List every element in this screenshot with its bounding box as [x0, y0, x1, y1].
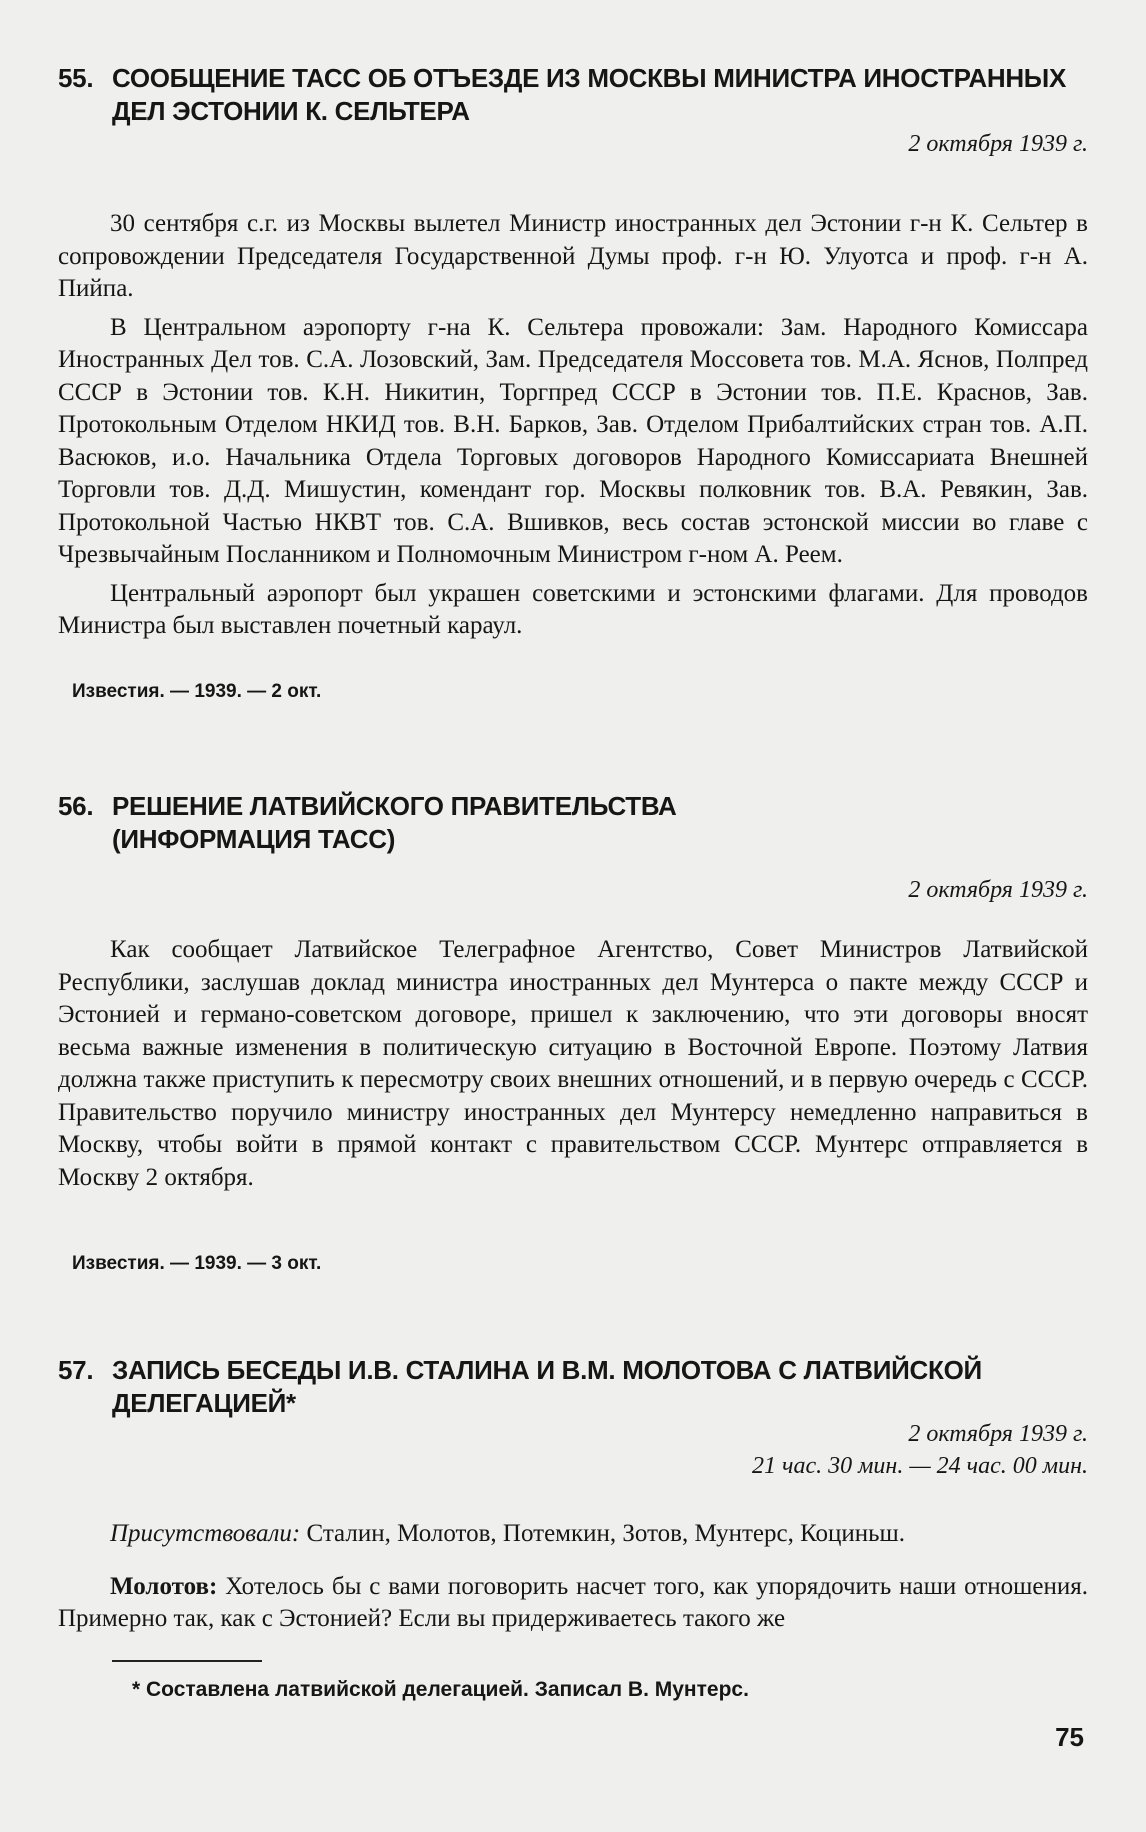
doc55-paragraph-1: 30 сентября с.г. из Москвы вылетел Министр иностранных дел Эстонии г-н К. Сельтер в сопровождении Председателя Государственной Думы проф. г-н Ю. Улуотса и проф. г-н А. Пийпа.: [58, 210, 1088, 302]
doc57-heading: [58, 1354, 1088, 1482]
doc55-source: Известия. — 1939. — 2 окт.: [72, 681, 322, 702]
doc56-heading: [58, 790, 1088, 906]
doc56-paragraph-1: Как сообщает Латвийское Телеграфное Агентство, Совет Министров Латвийской Республики, заслушав доклад министра иностранных дел Мунтерса о пакте между СССР и Эстонией и германо-советском договоре, пришел к заключению, что эти договоры вносят весьма важные изменения в политическую ситуацию в Восточной Европе. Поэтому Латвия должна также приступить к пересмотру своих внешних отношений, и в первую очередь с СССР. Правительство поручило министру иностранных дел Мунтерсу немедленно направиться в Москву, чтобы войти в прямой контакт с правительством СССР. Мунтерс отправляется в Москву 2 октября.: [58, 936, 1088, 1191]
footnote-divider: [112, 1660, 262, 1662]
speech-text: Хотелось бы с вами поговорить насчет того, как упорядочить наши отношения. Примерно так, как с Эстонией? Если вы придерживаетесь такого же: [58, 1572, 1088, 1632]
doc55-body: [58, 208, 1088, 643]
doc55-date: 2 октября 1939 г.: [908, 131, 1088, 157]
footnote: * Составлена латвийской делегацией. Записал В. Мунтерс.: [132, 1678, 749, 1701]
doc55-number: 55.: [58, 63, 94, 93]
speaker-label: Молотов:: [110, 1572, 218, 1600]
doc57-speech: [58, 1571, 1088, 1636]
doc57-title-line1: ЗАПИСЬ БЕСЕДЫ И.В. СТАЛИНА И В.М. МОЛОТОВА С ЛАТВИЙСКОЙ: [112, 1355, 982, 1385]
doc56-source: Известия. — 1939. — 3 окт.: [72, 1253, 322, 1274]
doc56-title-line1: РЕШЕНИЕ ЛАТВИЙСКОГО ПРАВИТЕЛЬСТВА: [112, 791, 677, 821]
doc56-body: [58, 934, 1088, 1194]
doc57-time: 21 час. 30 мин. — 24 час. 00 мин.: [752, 1453, 1088, 1479]
doc56-number: 56.: [58, 791, 94, 821]
doc55-paragraph-3: Центральный аэропорт был украшен советскими и эстонскими флагами. Для проводов Министра был выставлен почетный караул.: [58, 579, 1088, 639]
doc55-title-line2: ДЕЛ ЭСТОНИИ К. СЕЛЬТЕРА: [112, 96, 470, 126]
page-number: 75: [1055, 1722, 1084, 1752]
doc57-title-line2: ДЕЛЕГАЦИЕЙ*: [112, 1388, 296, 1418]
doc57-body: [58, 1518, 1088, 1636]
doc56-date: 2 октября 1939 г.: [908, 877, 1088, 903]
doc57-present: [58, 1518, 1088, 1551]
doc55-paragraph-2: В Центральном аэропорту г-на К. Сельтера провожали: Зам. Народного Комиссара Иностранных Дел тов. С.А. Лозовский, Зам. Председателя Моссовета тов. М.А. Яснов, Полпред СССР в Эстонии тов. К.Н. Никитин, Торгпред СССР в Эстонии тов. П.Е. Краснов, Зав. Протокольным Отделом НКИД тов. В.Н. Барков, Зав. Отделом Прибалтийских стран тов. А.П. Васюков, и.о. Начальника Отдела Торговых договоров Народного Комиссариата Внешней Торговли тов. Д.Д. Мишустин, комендант гор. Москвы полковник тов. В.А. Ревякин, Зав. Протокольной Частью НКВТ тов. С.А. Вшивков, весь состав эстонской миссии во главе с Чрезвычайным Посланником и Полномочным Министром г-ном А. Реем.: [58, 313, 1088, 568]
doc55-title-line1: СООБЩЕНИЕ ТАСС ОБ ОТЪЕЗДЕ ИЗ МОСКВЫ МИНИСТРА ИНОСТРАННЫХ: [112, 63, 1066, 93]
doc57-date: 2 октября 1939 г.: [908, 1421, 1088, 1447]
present-names: Сталин, Молотов, Потемкин, Зотов, Мунтерс, Коциньш.: [300, 1520, 906, 1547]
doc57-number: 57.: [58, 1355, 94, 1385]
doc55-heading: [58, 62, 1088, 160]
doc56-title-line2: (ИНФОРМАЦИЯ ТАСС): [112, 824, 396, 854]
present-label: Присутствовали:: [110, 1520, 301, 1547]
